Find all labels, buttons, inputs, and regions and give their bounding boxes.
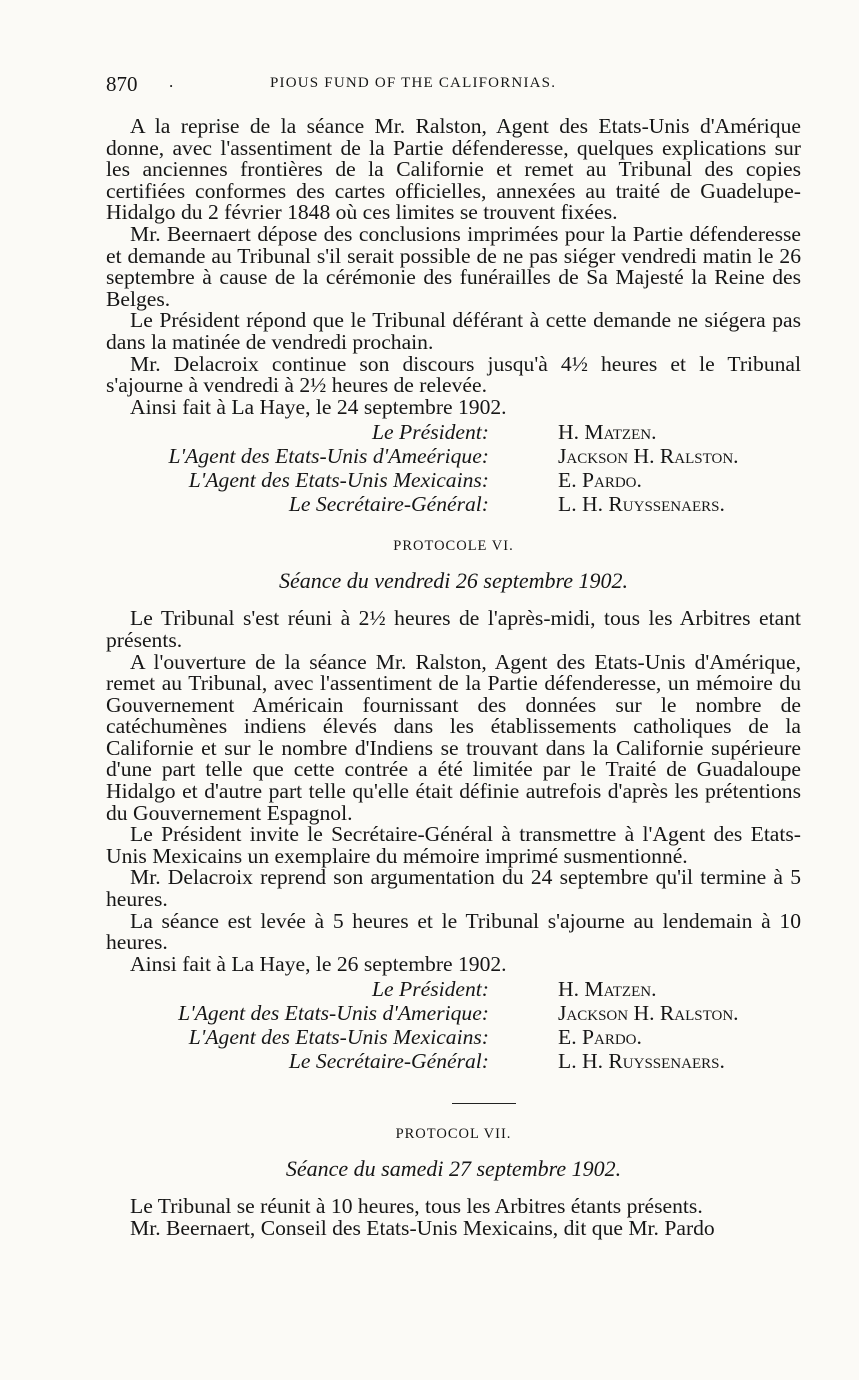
paragraph: A l'ouverture de la séance Mr. Ralston, Agent des Etats-Unis d'Amérique, remet au Tribunal, avec l'assentiment de la Partie défenderesse, un mémoire du Gouvernement Américain fournissant des données sur le nombre de catéchumènes indiens élevés dans les établissements catholiques de la Californie et sur le nombre d'Indiens se trouvant dans la Californie supérieure d'une part telle que cette contrée a été limitée par le Traité de Guadaloupe Hidalgo et d'autre part telle qu'elle était définie autrefois d'après les prétentions du Gouvernement Espagnol. bbox=[106, 649, 801, 825]
signature-label: L'Agent des Etats-Unis d'Amerique: bbox=[178, 1001, 489, 1026]
paragraph: Ainsi fait à La Haye, le 26 septembre 1902. bbox=[130, 951, 507, 976]
signature-row bbox=[106, 468, 801, 492]
paragraph: Mr. Beernaert dépose des conclusions imprimées pour la Partie défenderesse et demande au Tribunal s'il serait possible de ne pas siéger vendredi matin le 26 septembre à cause de la cérémonie des funérailles de Sa Majesté la Reine des Belges. bbox=[106, 221, 801, 311]
paragraph: Le Tribunal se réunit à 10 heures, tous les Arbitres étants présents. bbox=[130, 1194, 703, 1219]
signature-name: H. Matzen. bbox=[558, 977, 657, 1002]
section-2 bbox=[106, 538, 801, 1073]
signature-label: Le Secrétaire-Général: bbox=[288, 492, 489, 517]
signature-label: L'Agent des Etats-Unis d'Ameérique: bbox=[168, 444, 489, 469]
signature-name: L. H. Ruyssenaers. bbox=[558, 492, 725, 517]
seance-title: Séance du samedi 27 septembre 1902. bbox=[285, 1156, 622, 1182]
signature-name: H. Matzen. bbox=[558, 420, 657, 445]
signature-row bbox=[106, 492, 801, 516]
signature-label: Le Secrétaire-Général: bbox=[288, 1049, 489, 1074]
signature-name: E. Pardo. bbox=[558, 468, 642, 493]
signature-row bbox=[106, 420, 801, 444]
signature-name: Jackson H. Ralston. bbox=[558, 1001, 739, 1026]
signature-block bbox=[106, 420, 801, 516]
signature-name: Jackson H. Ralston. bbox=[558, 444, 739, 469]
protocol-title: PROTOCOLE VI. bbox=[393, 538, 514, 555]
paragraph: Mr. Delacroix continue son discours jusqu'à 4½ heures et le Tribunal s'ajourne à vendredi à 2½ heures de relevée. bbox=[106, 351, 801, 398]
signature-row bbox=[106, 1049, 801, 1073]
signature-row bbox=[106, 1025, 801, 1049]
signature-block bbox=[106, 977, 801, 1073]
signature-label: L'Agent des Etats-Unis Mexicains: bbox=[188, 468, 489, 493]
paragraph: Le Tribunal s'est réuni à 2½ heures de l'après-midi, tous les Arbitres etant présents. bbox=[106, 606, 801, 652]
signature-label: L'Agent des Etats-Unis Mexicains: bbox=[188, 1025, 489, 1050]
signature-row bbox=[106, 444, 801, 468]
signature-label: Le Président: bbox=[372, 420, 489, 445]
page-header bbox=[106, 72, 801, 106]
header-dot: . bbox=[169, 72, 174, 91]
signature-row bbox=[106, 1001, 801, 1025]
section-1 bbox=[106, 116, 801, 516]
protocol-title: PROTOCOL VII. bbox=[395, 1126, 512, 1143]
signature-row bbox=[106, 977, 801, 1001]
paragraph: Ainsi fait à La Haye, le 24 septembre 1902. bbox=[130, 394, 507, 419]
signature-name: L. H. Ruyssenaers. bbox=[558, 1049, 725, 1074]
paragraph: A la reprise de la séance Mr. Ralston, Agent des Etats-Unis d'Amérique donne, avec l'assentiment de la Partie défenderesse, quelques explications sur les anciennes frontières de la Californie et remet au Tribunal des copies certifiées conformes des cartes officielles, annexées au traité de Guadelupe-Hidalgo du 2 février 1848 où ces limites se trouvent fixées. bbox=[106, 114, 801, 225]
seance-title: Séance du vendredi 26 septembre 1902. bbox=[278, 568, 629, 594]
section-3 bbox=[106, 1126, 801, 1239]
paragraph: Mr. Beernaert, Conseil des Etats-Unis Mexicains, dit que Mr. Pardo bbox=[130, 1216, 715, 1240]
page-number: 870 bbox=[106, 72, 138, 96]
paragraph: Le Président répond que le Tribunal déférant à cette demande ne siégera pas dans la matinée de vendredi prochain. bbox=[106, 308, 801, 354]
section-divider bbox=[452, 1103, 516, 1104]
paragraph: Mr. Delacroix reprend son argumentation du 24 septembre qu'il termine à 5 heures. bbox=[106, 865, 801, 912]
paragraph: Le Président invite le Secrétaire-Général à transmettre à l'Agent des Etats-Unis Mexicains un exemplaire du mémoire imprimé susmentionné. bbox=[106, 822, 801, 868]
signature-name: E. Pardo. bbox=[558, 1025, 642, 1050]
signature-label: Le Président: bbox=[372, 977, 489, 1002]
paragraph: La séance est levée à 5 heures et le Tribunal s'ajourne au lendemain à 10 heures. bbox=[106, 908, 801, 955]
running-head: PIOUS FUND OF THE CALIFORNIAS. bbox=[270, 75, 557, 91]
